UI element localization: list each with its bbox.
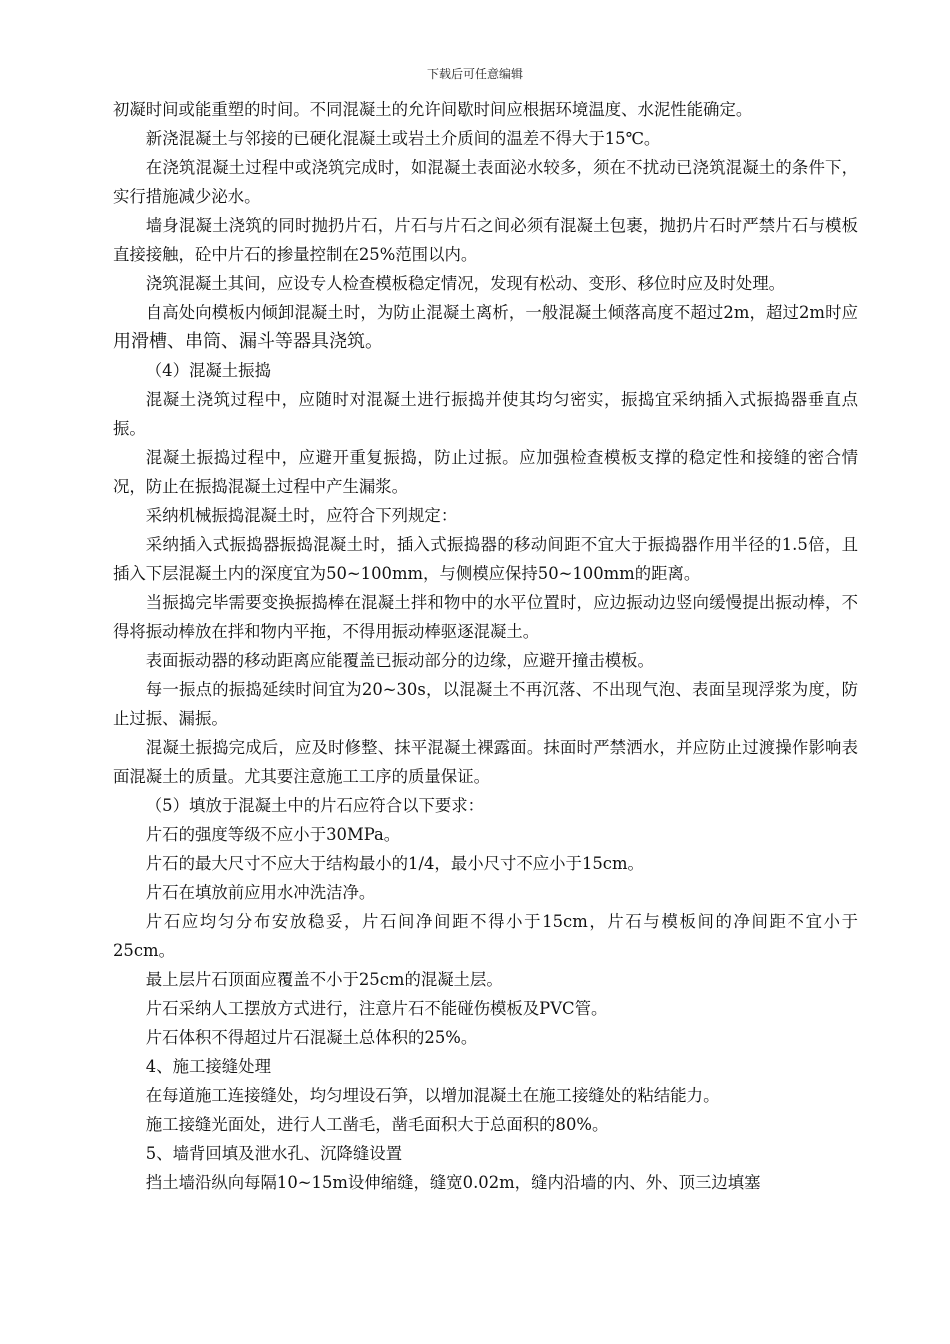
paragraph: 片石的最大尺寸不应大于结构最小的1/4，最小尺寸不应小于15cm。: [145, 854, 644, 873]
section-heading: （5）填放于混凝土中的片石应符合以下要求：: [145, 796, 485, 815]
paragraph: 采纳机械振捣混凝土时，应符合下列规定：: [145, 506, 458, 525]
paragraph: 片石体积不得超过片石混凝土总体积的25%。: [145, 1028, 478, 1047]
paragraph-text-emphasis: 用滑槽、串筒、漏斗等器具浇筑。: [113, 331, 383, 352]
page-header: 下载后可任意编辑: [426, 67, 523, 81]
paragraph: 挡土墙沿纵向每隔10~15m设伸缩缝，缝宽0.02m，缝内沿墙的内、外、顶三边填塞: [145, 1173, 761, 1192]
paragraph: 新浇混凝土与邻接的已硬化混凝土或岩土介质间的温差不得大于15℃。: [145, 129, 661, 148]
section-heading: 5、墙背回填及泄水孔、沉降缝设置: [145, 1144, 403, 1163]
section-heading: （4）混凝土振捣: [145, 361, 271, 380]
paragraph-text: 自高处向模板内倾卸混凝土时，为防止混凝土离析，一般混凝土倾落高度不超过2m，超过2m时应: [145, 303, 858, 322]
paragraph: 在每道施工连接缝处，均匀埋设石笋，以增加混凝土在施工接缝处的粘结能力。: [145, 1086, 720, 1105]
paragraph: 每一振点的振捣延续时间宜为20~30s，以混凝土不再沉落、不出现气泡、表面呈现浮浆为度，防止过振、漏振。: [113, 680, 858, 728]
paragraph: 混凝土振捣完成后，应及时修整、抹平混凝土裸露面。抹面时严禁洒水，并应防止过渡操作影响表面混凝土的质量。尤其要注意施工工序的质量保证。: [113, 738, 858, 786]
document-body: [113, 95, 858, 1197]
paragraph: 片石的强度等级不应小于30MPa。: [145, 825, 401, 844]
paragraph: 浇筑混凝土其间，应设专人检查模板稳定情况，发现有松动、变形、移位时应及时处理。: [145, 274, 786, 293]
paragraph: 混凝土浇筑过程中，应随时对混凝土进行振捣并使其均匀密实，振捣宜采纳插入式振捣器垂直点振。: [113, 390, 858, 438]
paragraph: 最上层片石顶面应覆盖不小于25cm的混凝土层。: [145, 970, 503, 989]
paragraph: 当振捣完毕需要变换振捣棒在混凝土拌和物中的水平位置时，应边振动边竖向缓慢提出振动棒，不得将振动棒放在拌和物内平拖，不得用振动棒驱逐混凝土。: [113, 593, 858, 641]
section-heading: 4、施工接缝处理: [145, 1057, 271, 1076]
paragraph: 混凝土振捣过程中，应避开重复振捣，防止过振。应加强检查模板支撑的稳定性和接缝的密合情况，防止在振捣混凝土过程中产生漏浆。: [113, 448, 858, 496]
paragraph: 初凝时间或能重塑的时间。不同混凝土的允许间歇时间应根据环境温度、水泥性能确定。: [113, 100, 753, 119]
paragraph: 片石在填放前应用水冲洗洁净。: [145, 883, 376, 902]
paragraph: 在浇筑混凝土过程中或浇筑完成时，如混凝土表面泌水较多，须在不扰动已浇筑混凝土的条件下，实行措施减少泌水。: [113, 158, 858, 206]
paragraph: [113, 298, 858, 356]
paragraph: 采纳插入式振捣器振捣混凝土时，插入式振捣器的移动间距不宜大于振捣器作用半径的1.5倍，且插入下层混凝土内的深度宜为50~100mm，与侧模应保持50~100mm的距离。: [113, 535, 858, 583]
paragraph: 片石采纳人工摆放方式进行，注意片石不能碰伤模板及PVC管。: [145, 999, 608, 1018]
paragraph: 片石应均匀分布安放稳妥，片石间净间距不得小于15cm，片石与模板间的净间距不宜小于25cm。: [113, 912, 858, 960]
paragraph: 施工接缝光面处，进行人工凿毛，凿毛面积大于总面积的80%。: [145, 1115, 609, 1134]
paragraph: 表面振动器的移动距离应能覆盖已振动部分的边缘，应避开撞击模板。: [145, 651, 654, 670]
paragraph: 墙身混凝土浇筑的同时抛扔片石，片石与片石之间必须有混凝土包裹，抛扔片石时严禁片石与模板直接接触，砼中片石的掺量控制在25%范围以内。: [113, 216, 858, 264]
